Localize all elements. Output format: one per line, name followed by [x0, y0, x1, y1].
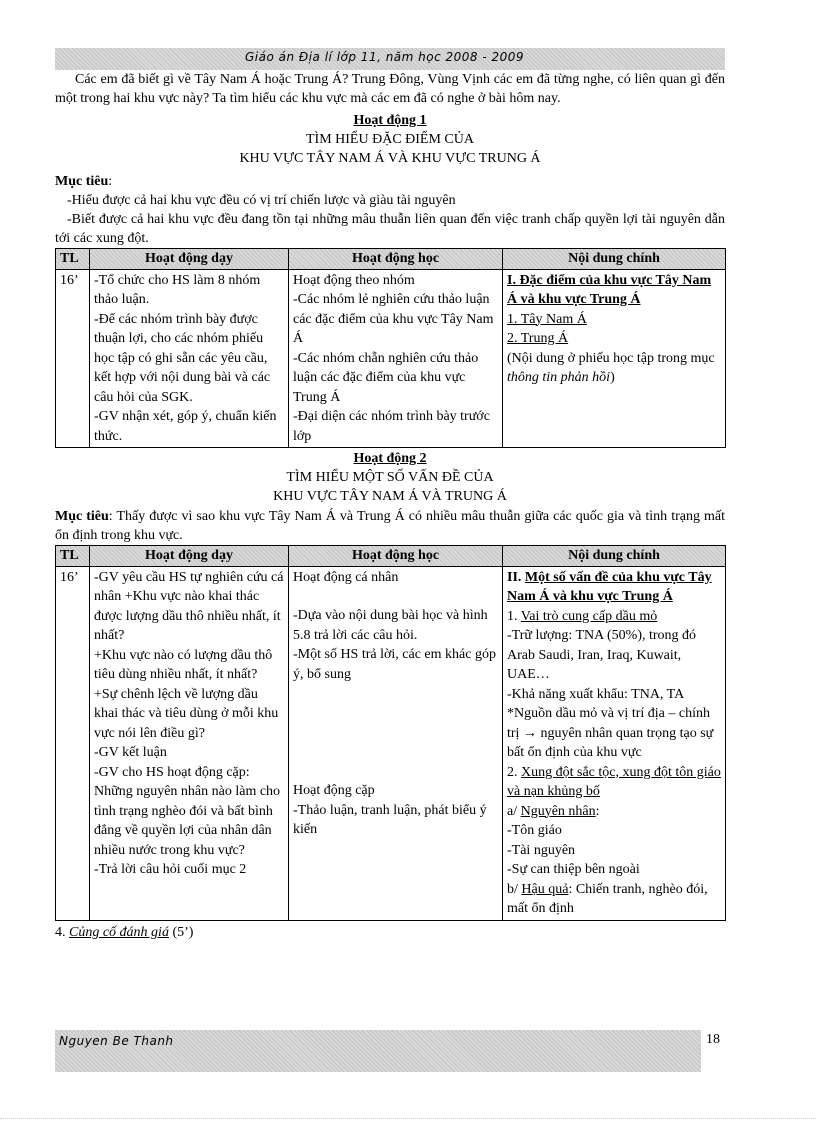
content-heading — [507, 568, 721, 607]
heading-text: Một số vấn đề của khu vực Tây Nam Á và khu vực Trung Á — [507, 569, 712, 604]
page-body — [55, 70, 725, 942]
section-num: 1. — [507, 608, 521, 624]
teach-line: -GV cho HS hoạt động cặp: Những nguyên nhân nào làm cho tình trạng nghèo đói và bất bình đẳng về quyền lợi của nhân dân nhiều nước trong khu vực? — [94, 764, 281, 858]
learn-line: -Các nhóm chẵn nghiên cứu thảo luận các đặc điểm của khu vực Trung Á — [293, 350, 479, 405]
activity-1-goal-2: -Biết được cả hai khu vực đều đang tồn tại những mâu thuẫn liên quan đến việc tranh chấp quyền lợi tài nguyên dẫn tới các xung đột. — [55, 212, 725, 246]
learn-line: -Một số HS trả lời, các em khác góp ý, bổ sung — [293, 647, 496, 682]
learn-line: -Dựa vào nội dung bài học và hình 5.8 trả lời các câu hỏi. — [293, 608, 488, 643]
author-name: Nguyen Be Thanh — [59, 1034, 174, 1048]
content-line: -Sự can thiệp bên ngoài — [507, 862, 640, 877]
section-title: Xung đột sắc tộc, xung đột tôn giáo và nạn khủng bố — [507, 764, 721, 799]
table-header-row — [56, 546, 726, 567]
section-num: 2. — [507, 764, 521, 780]
learn-cell — [289, 269, 503, 448]
content-note — [507, 349, 721, 388]
consolidation-line — [55, 923, 725, 942]
activity-2-title: Hoạt động 2 — [353, 451, 427, 466]
content-line: *Nguồn dầu mỏ và vị trí địa – chính trị → nguyên nhân quan trọng tạo sự bất ổn định của khu vực — [507, 706, 714, 760]
sub-colon: : — [595, 803, 600, 819]
teach-line: -GV kết luận — [94, 745, 167, 760]
col-teach: Hoạt động dạy — [90, 249, 289, 270]
teach-cell — [90, 566, 289, 920]
col-teach: Hoạt động dạy — [90, 546, 289, 567]
note-suffix: ) — [610, 370, 615, 385]
col-content: Nội dung chính — [503, 249, 726, 270]
activity-1-heading — [55, 111, 725, 168]
section-2-title — [507, 763, 721, 802]
content-item: 1. Tây Nam Á — [507, 311, 587, 327]
sub-title: Nguyên nhân — [520, 803, 596, 819]
activity-2-subtitle-1: TÌM HIỂU MỘT SỐ VẤN ĐỀ CỦA — [286, 470, 494, 485]
section-title: Vai trò cung cấp dầu mỏ — [520, 608, 658, 624]
goal-label: Mục tiêu — [55, 509, 109, 524]
sub-prefix: a/ — [507, 803, 521, 819]
time-cell: 16’ — [56, 269, 90, 448]
col-learn: Hoạt động học — [289, 546, 503, 567]
content-line: -Tôn giáo — [507, 823, 562, 838]
teach-line: -GV nhận xét, góp ý, chuẩn kiến thức. — [94, 409, 277, 444]
content-line: -Trữ lượng: TNA (50%), trong đó Arab Saudi, Iran, Iraq, Kuwait, UAE… — [507, 628, 697, 682]
learn-line: Hoạt động cá nhân — [293, 569, 399, 585]
sub-text: : Chiến tranh, nghèo đói, mất ổn định — [507, 881, 708, 916]
content-item: 2. Trung Á — [507, 331, 569, 346]
col-content: Nội dung chính — [503, 546, 726, 567]
page-header — [55, 48, 725, 70]
sub-prefix: b/ — [507, 881, 522, 897]
content-line: -Tài nguyên — [507, 842, 576, 858]
teach-line: -Trả lời câu hỏi cuối mục 2 — [94, 862, 247, 877]
activity-1-goal-1: -Hiểu được cả hai khu vực đều có vị trí chiến lược và giàu tài nguyên — [67, 193, 456, 208]
note-prefix: (Nội dung ở phiếu học tập trong mục — [507, 350, 715, 366]
teach-line: -Tổ chức cho HS làm 8 nhóm thảo luận. — [94, 272, 261, 307]
heading-prefix: II. — [507, 569, 525, 585]
activity-2-table — [55, 545, 726, 921]
table-header-row — [56, 249, 726, 270]
goal-text: : Thấy được vì sao khu vực Tây Nam Á và Trung Á có nhiều mâu thuẫn giữa các quốc gia và tình trạng mất ổn định trong khu vực. — [55, 509, 725, 543]
teach-line: +Sự chênh lệch về lượng dầu khai thác và tiêu dùng ở mỗi khu vực nói lên điều gì? — [94, 686, 279, 741]
learn-gap — [293, 684, 498, 781]
sub-title: Hậu quả — [521, 881, 569, 897]
activity-1-title: Hoạt động 1 — [353, 113, 427, 128]
time-cell: 16’ — [56, 566, 90, 920]
consolidation-num: 4. — [55, 924, 69, 940]
page-number: 18 — [706, 1032, 720, 1047]
table-row — [56, 269, 726, 448]
teach-line: +Khu vực nào có lượng dầu thô tiêu dùng nhiều nhất, ít nhất? — [94, 647, 273, 682]
learn-line: -Thảo luận, tranh luận, phát biểu ý kiến — [293, 802, 487, 837]
cause-title — [507, 802, 721, 822]
intro-paragraph: Các em đã biết gì về Tây Nam Á hoặc Trung Á? Trung Đông, Vùng Vịnh các em đã từng nghe, có liên quan gì đến một trong hai khu vực này? Ta tìm hiểu các khu vực mà các em đã có nghe ở bài hôm nay. — [55, 72, 725, 106]
header-text: Giáo án Địa lí lớp 11, năm học 2008 - 2009 — [245, 50, 525, 64]
page-bottom-border — [0, 1118, 816, 1119]
learn-line: -Đại diện các nhóm trình bày trước lớp — [293, 409, 490, 444]
teach-line: -Để các nhóm trình bày được thuận lợi, cho các nhóm phiếu học tập có ghi sẵn các yêu cầu, kết hợp với nội dung bài và các câu hỏi của SGK. — [94, 311, 271, 405]
consolidation-title: Củng cố đánh giá — [69, 924, 169, 940]
teach-cell — [90, 269, 289, 448]
content-cell — [503, 269, 726, 448]
activity-1-goal — [55, 172, 725, 191]
page-footer — [55, 1030, 701, 1072]
consolidation-time: (5’) — [168, 924, 194, 940]
content-cell — [503, 566, 726, 920]
consequence-line — [507, 880, 721, 919]
activity-1-subtitle-1: TÌM HIỂU ĐẶC ĐIỂM CỦA — [306, 132, 474, 147]
col-tl: TL — [56, 249, 90, 270]
table-row — [56, 566, 726, 920]
learn-spacer — [293, 587, 498, 606]
col-tl: TL — [56, 546, 90, 567]
teach-line: -GV yêu cầu HS tự nghiên cứu cá nhân +Khu vực nào khai thác được lượng dầu thô nhiều nhất, ít nhất? — [94, 569, 284, 643]
activity-1-subtitle-2: KHU VỰC TÂY NAM Á VÀ KHU VỰC TRUNG Á — [239, 151, 541, 166]
activity-1-table — [55, 248, 726, 448]
col-learn: Hoạt động học — [289, 249, 503, 270]
activity-2-goal — [55, 507, 725, 545]
section-1-title — [507, 607, 721, 627]
learn-line: Hoạt động theo nhóm — [293, 272, 415, 288]
goal-label: Mục tiêu — [55, 174, 109, 189]
activity-2-subtitle-2: KHU VỰC TÂY NAM Á VÀ TRUNG Á — [273, 489, 507, 504]
learn-line: Hoạt động cặp — [293, 783, 375, 798]
content-line: -Khả năng xuất khẩu: TNA, TA — [507, 686, 685, 702]
activity-2-heading — [55, 449, 725, 506]
goal-colon: : — [108, 174, 113, 189]
content-heading: I. Đặc điểm của khu vực Tây Nam Á và khu vực Trung Á — [507, 272, 712, 307]
note-italic: thông tin phản hồi — [507, 370, 611, 385]
learn-line: -Các nhóm lẻ nghiên cứu thảo luận các đặc điểm của khu vực Tây Nam Á — [293, 292, 494, 346]
learn-cell — [289, 566, 503, 920]
